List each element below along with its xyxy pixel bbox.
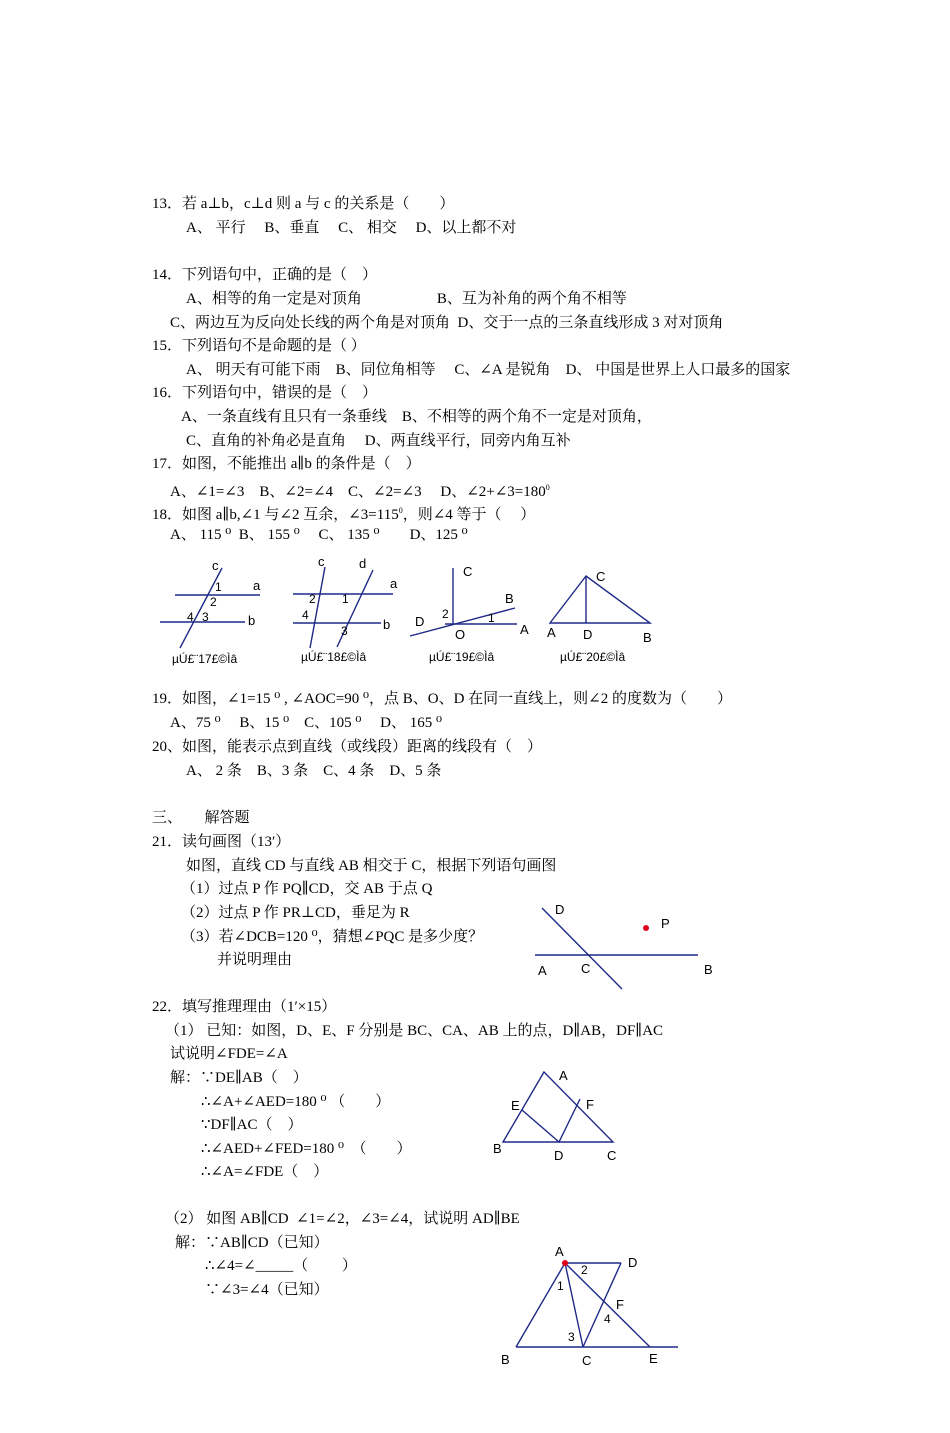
label-a: a xyxy=(390,576,398,591)
segment-ab xyxy=(516,1263,565,1347)
q13-stem: 13．若 a⊥b，c⊥d 则 a 与 c 的关系是（ ） xyxy=(152,196,455,212)
q17-options xyxy=(170,479,550,501)
label-F: F xyxy=(586,1097,594,1112)
q16-options-cd: C、直角的补角必是直角 D、两直线平行，同旁内角互补 xyxy=(186,433,571,449)
q22-part1-line3: ∵DF∥AC（ ） xyxy=(201,1117,303,1133)
figure-17 xyxy=(150,555,280,670)
label-B: B xyxy=(643,630,652,645)
q16-options-ab: A、一条直线有且只有一条垂线 B、不相等的两个角不一定是对顶角， xyxy=(181,409,652,425)
figure-21 xyxy=(525,895,730,995)
q18-stem xyxy=(152,502,535,524)
figure-20 xyxy=(540,565,665,670)
label-E: E xyxy=(511,1098,520,1113)
figure-17-caption: µÚ£¨17£©Ìâ xyxy=(172,652,238,666)
label-D: D xyxy=(415,614,425,629)
q17-degree: 0 xyxy=(545,483,550,492)
q18-stem-a: 18．如图 a∥b,∠1 与∠2 互余，∠3=115 xyxy=(152,507,399,523)
q13-options: A、 平行 B、垂直 C、 相交 D、以上都不对 xyxy=(186,220,517,236)
figure-18 xyxy=(285,555,415,670)
figure-22-1 xyxy=(488,1065,628,1165)
label-D: D xyxy=(628,1255,638,1270)
q22-part2-line3: ∵∠3=∠4（已知） xyxy=(205,1282,329,1298)
label-angle-2: 2 xyxy=(581,1263,588,1277)
label-b: b xyxy=(248,613,256,628)
label-a: a xyxy=(253,578,261,593)
line-c xyxy=(310,567,325,648)
q22-part2-given: （2） 如图 AB∥CD ∠1=∠2，∠3=∠4，试说明 AD∥BE xyxy=(165,1211,520,1227)
q22-stem: 22．填写推理理由（1′×15） xyxy=(152,999,337,1015)
q21-step-2: （2）过点 P 作 PR⊥CD，垂足为 R xyxy=(181,905,410,921)
label-C: C xyxy=(463,564,473,579)
q21-step-3: （3）若∠DCB=120 ⁰，猜想∠PQC 是多少度？ xyxy=(181,929,484,945)
q22-part1-line5: ∴∠A=∠FDE（ ） xyxy=(201,1164,329,1180)
label-P: P xyxy=(661,916,670,931)
label-F: F xyxy=(616,1297,624,1312)
label-A: A xyxy=(538,963,547,978)
label-A: A xyxy=(555,1244,564,1259)
label-angle-2: 2 xyxy=(210,595,217,609)
q22-part1-given: （1） 已知：如图，D、E、F 分别是 BC、CA、AB 上的点，D∥AB，DF∥AC xyxy=(165,1023,664,1039)
q21-step-4: 并说明理由 xyxy=(217,952,293,968)
q21-step-1: （1）过点 P 作 PQ∥CD，交 AB 于点 Q xyxy=(181,881,433,897)
label-D: D xyxy=(583,627,593,642)
label-angle-1: 1 xyxy=(215,580,222,594)
q20-options: A、 2 条 B、3 条 C、4 条 D、5 条 xyxy=(186,763,442,779)
figure-19 xyxy=(405,560,540,670)
label-b: b xyxy=(383,617,391,632)
figure-22-2 xyxy=(495,1240,690,1375)
q16-stem: 16．下列语句中，错误的是（ ） xyxy=(152,385,378,401)
label-angle-2: 2 xyxy=(309,592,316,606)
label-angle-4: 4 xyxy=(604,1312,611,1326)
q17-stem: 17．如图，不能推出 a∥b 的条件是（ ） xyxy=(152,456,421,472)
label-angle-3: 3 xyxy=(341,624,348,638)
q18-options: A、 115 ⁰ B、 155 ⁰ C、 135 ⁰ D、125 ⁰ xyxy=(170,527,468,543)
label-B: B xyxy=(505,591,514,606)
label-B: B xyxy=(493,1141,502,1156)
line-cd xyxy=(542,908,622,989)
label-angle-3: 3 xyxy=(202,610,209,624)
q22-part2-line1: 解：∵AB∥CD（已知） xyxy=(175,1235,329,1251)
q20-stem: 20、如图，能表示点到直线（或线段）距离的线段有（ ） xyxy=(152,739,543,755)
label-C: C xyxy=(581,961,591,976)
figure-19-caption: µÚ£¨19£©Ìâ xyxy=(429,650,495,664)
label-A: A xyxy=(559,1068,568,1083)
q14-options-ab: A、相等的角一定是对顶角 B、互为补角的两个角不相等 xyxy=(186,291,627,307)
label-D: D xyxy=(555,902,565,917)
q22-part1-line1: 解：∵DE∥AB（ ） xyxy=(170,1070,308,1086)
q21-intro: 如图，直线 CD 与直线 AB 相交于 C，根据下列语句画图 xyxy=(186,858,557,874)
segment-ae xyxy=(565,1263,650,1347)
label-angle-4: 4 xyxy=(187,610,194,624)
point-p xyxy=(643,925,649,931)
q14-options-cd: C、两边互为反向处长线的两个角是对顶角 D、交于一点的三条直线形成 3 对对顶角 xyxy=(170,315,724,331)
q22-part1-prove: 试说明∠FDE=∠A xyxy=(170,1046,288,1062)
q22-part1-line2: ∴∠A+∠AED=180 ⁰ （ ） xyxy=(201,1094,391,1110)
label-angle-1: 1 xyxy=(488,611,495,625)
label-C: C xyxy=(582,1353,592,1368)
label-B: B xyxy=(704,962,713,977)
q18-degree: 0 xyxy=(398,506,403,515)
q15-options: A、 明天有可能下雨 B、同位角相等 C、∠A 是锐角 D、 中国是世界上人口最多的国家 xyxy=(186,362,791,378)
figure-18-caption: µÚ£¨18£©Ìâ xyxy=(301,650,367,664)
q17-options-text: A、∠1=∠3 B、∠2=∠4 C、∠2=∠3 D、∠2+∠3=180 xyxy=(170,484,546,500)
q19-stem: 19．如图，∠1=15 ⁰ , ∠AOC=90 ⁰，点 B、O、D 在同一直线上，则∠2 的度数为（ ） xyxy=(152,691,732,707)
label-B: B xyxy=(501,1352,510,1367)
q22-part1-line4: ∴∠AED+∠FED=180 ⁰ （ ） xyxy=(201,1141,412,1157)
label-angle-3: 3 xyxy=(568,1330,575,1344)
q21-stem: 21．读句画图（13′） xyxy=(152,834,291,850)
label-E: E xyxy=(649,1351,658,1366)
label-D: D xyxy=(554,1148,564,1163)
section-heading: 三、 解答题 xyxy=(152,810,250,826)
label-d: d xyxy=(359,556,367,571)
q14-stem: 14．下列语句中，正确的是（ ） xyxy=(152,267,378,283)
figure-20-caption: µÚ£¨20£©Ìâ xyxy=(560,650,626,664)
segments-ed-df xyxy=(522,1099,580,1142)
label-c: c xyxy=(212,558,219,573)
label-angle-1: 1 xyxy=(557,1279,564,1293)
label-C: C xyxy=(596,569,606,584)
q19-options: A、75 ⁰ B、15 ⁰ C、105 ⁰ D、 165 ⁰ xyxy=(170,715,442,731)
label-c: c xyxy=(318,554,325,569)
label-angle-1: 1 xyxy=(342,592,349,606)
label-angle-2: 2 xyxy=(442,607,449,621)
label-A: A xyxy=(520,622,529,637)
q15-stem: 15．下列语句不是命题的是（ ） xyxy=(152,338,366,354)
label-O: O xyxy=(455,627,466,642)
q22-part2-line2: ∴∠4=∠_____（ ） xyxy=(205,1258,357,1274)
label-angle-4: 4 xyxy=(302,608,309,622)
label-C: C xyxy=(607,1148,617,1163)
label-A: A xyxy=(547,625,556,640)
q18-stem-b: ，则∠4 等于（ ） xyxy=(402,507,536,523)
point-a-marker xyxy=(562,1260,568,1266)
